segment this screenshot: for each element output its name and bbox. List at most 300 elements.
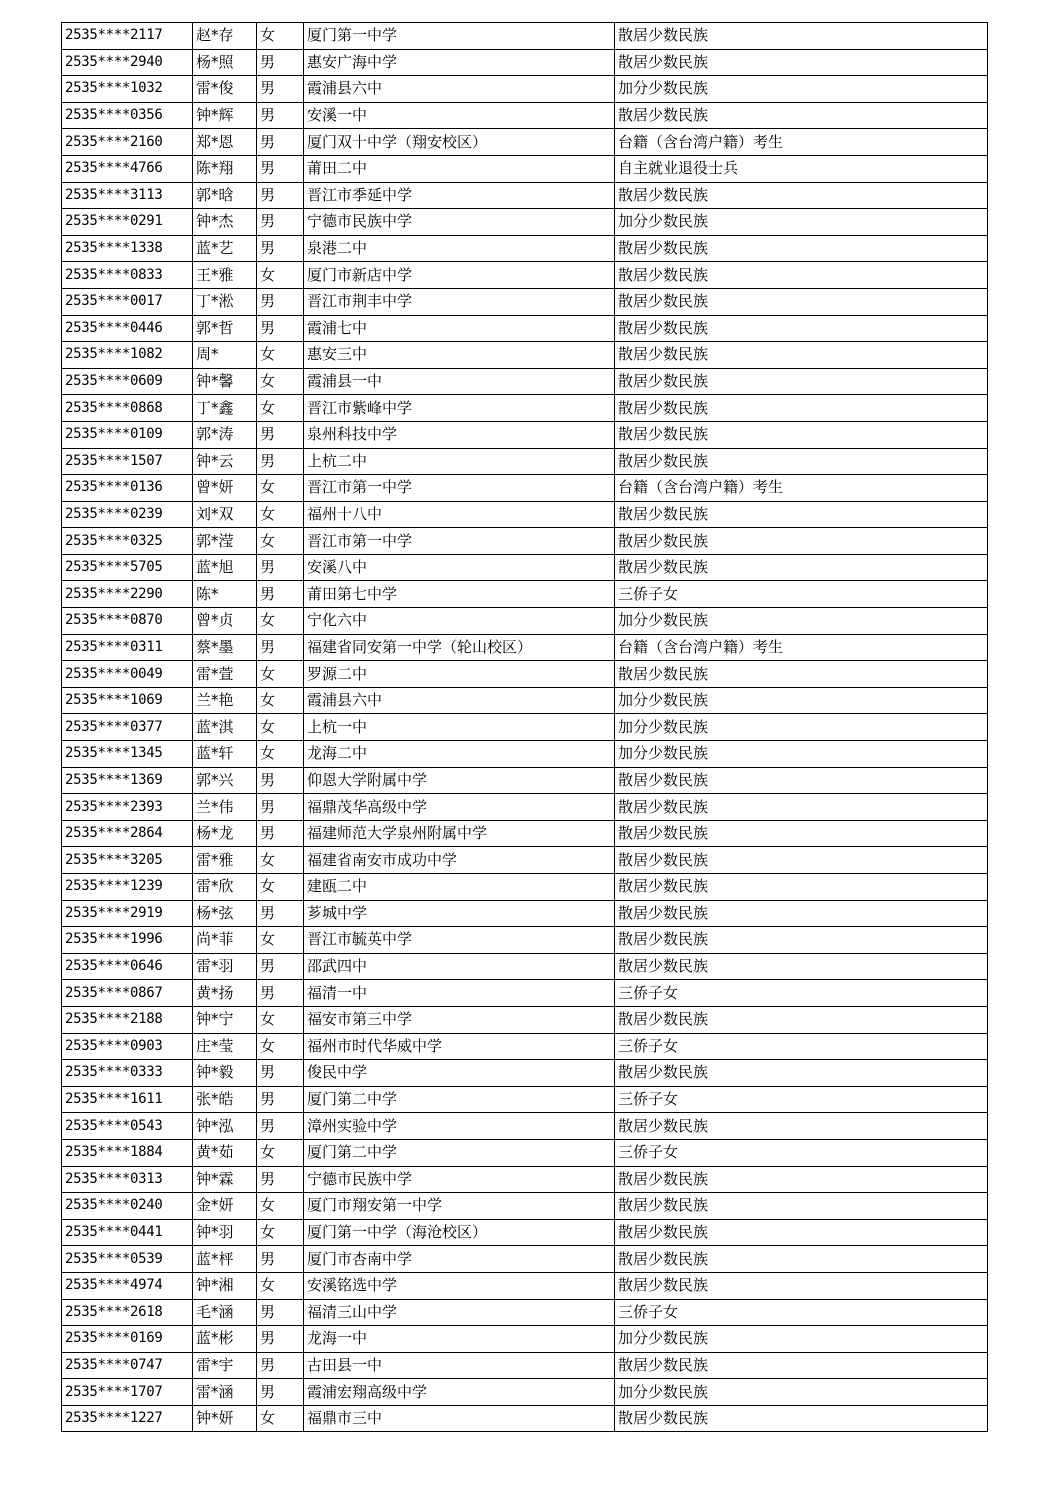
name-cell: 郭*涛	[193, 421, 257, 448]
name-cell: 黄*茹	[193, 1139, 257, 1166]
gender-cell: 男	[257, 235, 304, 262]
gender-cell: 男	[257, 980, 304, 1007]
candidate-id-cell: 2535****4766	[62, 155, 193, 182]
table-row	[62, 448, 988, 475]
candidate-id-cell: 2535****0903	[62, 1033, 193, 1060]
gender-cell: 女	[257, 1193, 304, 1220]
school-cell: 福鼎茂华高级中学	[304, 794, 615, 821]
school-cell: 晋江市荆丰中学	[304, 288, 615, 315]
category-cell: 加分少数民族	[615, 741, 988, 768]
name-cell: 雷*羽	[193, 953, 257, 980]
category-cell: 散居少数民族	[615, 448, 988, 475]
gender-cell: 男	[257, 767, 304, 794]
candidate-id-cell: 2535****0543	[62, 1113, 193, 1140]
table-row	[62, 1219, 988, 1246]
name-cell: 毛*涵	[193, 1299, 257, 1326]
table-row	[62, 820, 988, 847]
name-cell: 蓝*枰	[193, 1246, 257, 1273]
gender-cell: 男	[257, 953, 304, 980]
gender-cell: 男	[257, 448, 304, 475]
gender-cell: 男	[257, 794, 304, 821]
name-cell: 兰*艳	[193, 687, 257, 714]
name-cell: 雷*宇	[193, 1352, 257, 1379]
name-cell: 雷*俊	[193, 76, 257, 103]
category-cell: 散居少数民族	[615, 820, 988, 847]
table-row	[62, 262, 988, 289]
name-cell: 刘*双	[193, 501, 257, 528]
table-row	[62, 687, 988, 714]
category-cell: 散居少数民族	[615, 1006, 988, 1033]
table-row	[62, 1352, 988, 1379]
table-row	[62, 129, 988, 156]
category-cell: 加分少数民族	[615, 76, 988, 103]
name-cell: 郭*兴	[193, 767, 257, 794]
gender-cell: 男	[257, 634, 304, 661]
gender-cell: 男	[257, 1166, 304, 1193]
category-cell: 散居少数民族	[615, 288, 988, 315]
table-row	[62, 1166, 988, 1193]
name-cell: 钟*杰	[193, 209, 257, 236]
candidate-id-cell: 2535****0867	[62, 980, 193, 1007]
table-row	[62, 953, 988, 980]
category-cell: 散居少数民族	[615, 1272, 988, 1299]
candidate-id-cell: 2535****1707	[62, 1379, 193, 1406]
candidate-id-cell: 2535****2940	[62, 49, 193, 76]
school-cell: 福州市时代华威中学	[304, 1033, 615, 1060]
school-cell: 漳州实验中学	[304, 1113, 615, 1140]
table-row	[62, 182, 988, 209]
school-cell: 泉港二中	[304, 235, 615, 262]
table-row	[62, 900, 988, 927]
name-cell: 王*雅	[193, 262, 257, 289]
gender-cell: 男	[257, 315, 304, 342]
name-cell: 钟*霖	[193, 1166, 257, 1193]
gender-cell: 男	[257, 554, 304, 581]
category-cell: 散居少数民族	[615, 661, 988, 688]
gender-cell: 女	[257, 1405, 304, 1432]
school-cell: 福清一中	[304, 980, 615, 1007]
table-row	[62, 76, 988, 103]
gender-cell: 女	[257, 395, 304, 422]
candidate-id-cell: 2535****0333	[62, 1060, 193, 1087]
gender-cell: 男	[257, 581, 304, 608]
gender-cell: 男	[257, 182, 304, 209]
school-cell: 晋江市第一中学	[304, 475, 615, 502]
table-row	[62, 209, 988, 236]
gender-cell: 女	[257, 1219, 304, 1246]
candidate-id-cell: 2535****1338	[62, 235, 193, 262]
name-cell: 周*	[193, 342, 257, 369]
name-cell: 兰*伟	[193, 794, 257, 821]
category-cell: 散居少数民族	[615, 1405, 988, 1432]
gender-cell: 女	[257, 608, 304, 635]
gender-cell: 女	[257, 661, 304, 688]
table-row	[62, 421, 988, 448]
school-cell: 泉州科技中学	[304, 421, 615, 448]
gender-cell: 女	[257, 927, 304, 954]
gender-cell: 男	[257, 1352, 304, 1379]
table-row	[62, 1246, 988, 1273]
school-cell: 古田县一中	[304, 1352, 615, 1379]
category-cell: 台籍（含台湾户籍）考生	[615, 634, 988, 661]
candidate-id-cell: 2535****1369	[62, 767, 193, 794]
school-cell: 福清三山中学	[304, 1299, 615, 1326]
name-cell: 丁*淞	[193, 288, 257, 315]
candidate-id-cell: 2535****0136	[62, 475, 193, 502]
gender-cell: 女	[257, 1272, 304, 1299]
table-row	[62, 1006, 988, 1033]
gender-cell: 女	[257, 528, 304, 555]
name-cell: 钟*湘	[193, 1272, 257, 1299]
school-cell: 霞浦宏翔高级中学	[304, 1379, 615, 1406]
school-cell: 晋江市毓英中学	[304, 927, 615, 954]
school-cell: 霞浦县六中	[304, 76, 615, 103]
category-cell: 散居少数民族	[615, 794, 988, 821]
category-cell: 加分少数民族	[615, 687, 988, 714]
school-cell: 安溪铭选中学	[304, 1272, 615, 1299]
name-cell: 雷*萱	[193, 661, 257, 688]
category-cell: 三侨子女	[615, 1299, 988, 1326]
category-cell: 散居少数民族	[615, 1166, 988, 1193]
candidate-id-cell: 2535****0646	[62, 953, 193, 980]
candidate-id-cell: 2535****2188	[62, 1006, 193, 1033]
gender-cell: 女	[257, 1033, 304, 1060]
category-cell: 散居少数民族	[615, 501, 988, 528]
school-cell: 惠安三中	[304, 342, 615, 369]
category-cell: 散居少数民族	[615, 1352, 988, 1379]
gender-cell: 男	[257, 421, 304, 448]
category-cell: 散居少数民族	[615, 102, 988, 129]
gender-cell: 男	[257, 1326, 304, 1353]
name-cell: 钟*毅	[193, 1060, 257, 1087]
name-cell: 蓝*艺	[193, 235, 257, 262]
category-cell: 加分少数民族	[615, 608, 988, 635]
candidate-id-cell: 2535****2290	[62, 581, 193, 608]
school-cell: 晋江市季延中学	[304, 182, 615, 209]
name-cell: 黄*扬	[193, 980, 257, 1007]
name-cell: 郭*晗	[193, 182, 257, 209]
gender-cell: 男	[257, 900, 304, 927]
gender-cell: 男	[257, 1246, 304, 1273]
candidate-id-cell: 2535****2393	[62, 794, 193, 821]
name-cell: 金*妍	[193, 1193, 257, 1220]
gender-cell: 男	[257, 49, 304, 76]
gender-cell: 男	[257, 129, 304, 156]
gender-cell: 男	[257, 288, 304, 315]
gender-cell: 女	[257, 501, 304, 528]
table-row	[62, 342, 988, 369]
school-cell: 晋江市紫峰中学	[304, 395, 615, 422]
category-cell: 散居少数民族	[615, 528, 988, 555]
category-cell: 三侨子女	[615, 1033, 988, 1060]
table-row	[62, 528, 988, 555]
candidate-id-cell: 2535****2864	[62, 820, 193, 847]
category-cell: 散居少数民族	[615, 262, 988, 289]
gender-cell: 男	[257, 209, 304, 236]
category-cell: 三侨子女	[615, 1139, 988, 1166]
candidate-id-cell: 2535****5705	[62, 554, 193, 581]
table-row	[62, 395, 988, 422]
school-cell: 邵武四中	[304, 953, 615, 980]
school-cell: 宁化六中	[304, 608, 615, 635]
table-row	[62, 315, 988, 342]
table-row	[62, 714, 988, 741]
candidate-id-cell: 2535****0833	[62, 262, 193, 289]
gender-cell: 女	[257, 1139, 304, 1166]
table-row	[62, 608, 988, 635]
candidate-id-cell: 2535****1611	[62, 1086, 193, 1113]
school-cell: 福州十八中	[304, 501, 615, 528]
school-cell: 宁德市民族中学	[304, 1166, 615, 1193]
school-cell: 惠安广海中学	[304, 49, 615, 76]
table-row	[62, 102, 988, 129]
table-row	[62, 1033, 988, 1060]
gender-cell: 男	[257, 1113, 304, 1140]
gender-cell: 男	[257, 155, 304, 182]
category-cell: 散居少数民族	[615, 554, 988, 581]
gender-cell: 女	[257, 368, 304, 395]
name-cell: 蔡*墨	[193, 634, 257, 661]
name-cell: 尚*菲	[193, 927, 257, 954]
school-cell: 仰恩大学附属中学	[304, 767, 615, 794]
gender-cell: 女	[257, 262, 304, 289]
school-cell: 厦门市翔安第一中学	[304, 1193, 615, 1220]
category-cell: 散居少数民族	[615, 1193, 988, 1220]
category-cell: 散居少数民族	[615, 1113, 988, 1140]
gender-cell: 女	[257, 475, 304, 502]
table-row	[62, 1326, 988, 1353]
candidate-table	[61, 22, 988, 1432]
name-cell: 钟*辉	[193, 102, 257, 129]
school-cell: 安溪八中	[304, 554, 615, 581]
candidate-id-cell: 2535****0311	[62, 634, 193, 661]
table-row	[62, 1139, 988, 1166]
table-row	[62, 794, 988, 821]
candidate-id-cell: 2535****3113	[62, 182, 193, 209]
candidate-id-cell: 2535****0325	[62, 528, 193, 555]
category-cell: 散居少数民族	[615, 847, 988, 874]
category-cell: 散居少数民族	[615, 927, 988, 954]
candidate-id-cell: 2535****0377	[62, 714, 193, 741]
table-row	[62, 1113, 988, 1140]
candidate-id-cell: 2535****1069	[62, 687, 193, 714]
name-cell: 丁*鑫	[193, 395, 257, 422]
category-cell: 散居少数民族	[615, 900, 988, 927]
school-cell: 霞浦县一中	[304, 368, 615, 395]
gender-cell: 男	[257, 76, 304, 103]
name-cell: 钟*宁	[193, 1006, 257, 1033]
gender-cell: 女	[257, 874, 304, 901]
table-row	[62, 49, 988, 76]
category-cell: 三侨子女	[615, 1086, 988, 1113]
name-cell: 蓝*彬	[193, 1326, 257, 1353]
candidate-id-cell: 2535****0239	[62, 501, 193, 528]
table-row	[62, 874, 988, 901]
candidate-id-cell: 2535****1996	[62, 927, 193, 954]
school-cell: 厦门第二中学	[304, 1139, 615, 1166]
table-row	[62, 235, 988, 262]
name-cell: 郑*恩	[193, 129, 257, 156]
school-cell: 福安市第三中学	[304, 1006, 615, 1033]
gender-cell: 女	[257, 714, 304, 741]
school-cell: 厦门第二中学	[304, 1086, 615, 1113]
candidate-id-cell: 2535****2618	[62, 1299, 193, 1326]
category-cell: 散居少数民族	[615, 421, 988, 448]
school-cell: 福鼎市三中	[304, 1405, 615, 1432]
candidate-id-cell: 2535****2919	[62, 900, 193, 927]
candidate-id-cell: 2535****1239	[62, 874, 193, 901]
candidate-id-cell: 2535****0049	[62, 661, 193, 688]
candidate-id-cell: 2535****0441	[62, 1219, 193, 1246]
school-cell: 俊民中学	[304, 1060, 615, 1087]
table-row	[62, 554, 988, 581]
candidate-id-cell: 2535****0609	[62, 368, 193, 395]
category-cell: 散居少数民族	[615, 342, 988, 369]
candidate-id-cell: 2535****2117	[62, 23, 193, 50]
table-row	[62, 581, 988, 608]
table-row	[62, 1060, 988, 1087]
table-row	[62, 501, 988, 528]
candidate-list-sheet	[61, 22, 987, 1432]
name-cell: 杨*龙	[193, 820, 257, 847]
table-row	[62, 980, 988, 1007]
gender-cell: 男	[257, 1060, 304, 1087]
table-row	[62, 634, 988, 661]
category-cell: 散居少数民族	[615, 368, 988, 395]
school-cell: 晋江市第一中学	[304, 528, 615, 555]
school-cell: 龙海一中	[304, 1326, 615, 1353]
school-cell: 宁德市民族中学	[304, 209, 615, 236]
school-cell: 霞浦县六中	[304, 687, 615, 714]
school-cell: 厦门第一中学	[304, 23, 615, 50]
name-cell: 钟*馨	[193, 368, 257, 395]
category-cell: 散居少数民族	[615, 1219, 988, 1246]
name-cell: 蓝*淇	[193, 714, 257, 741]
category-cell: 散居少数民族	[615, 182, 988, 209]
school-cell: 厦门市新店中学	[304, 262, 615, 289]
name-cell: 庄*莹	[193, 1033, 257, 1060]
category-cell: 散居少数民族	[615, 1246, 988, 1273]
gender-cell: 女	[257, 741, 304, 768]
category-cell: 台籍（含台湾户籍）考生	[615, 475, 988, 502]
candidate-id-cell: 2535****0017	[62, 288, 193, 315]
candidate-id-cell: 2535****0747	[62, 1352, 193, 1379]
category-cell: 三侨子女	[615, 581, 988, 608]
name-cell: 蓝*旭	[193, 554, 257, 581]
category-cell: 自主就业退役士兵	[615, 155, 988, 182]
gender-cell: 男	[257, 102, 304, 129]
candidate-id-cell: 2535****0313	[62, 1166, 193, 1193]
candidate-id-cell: 2535****0109	[62, 421, 193, 448]
name-cell: 杨*弦	[193, 900, 257, 927]
table-row	[62, 741, 988, 768]
school-cell: 上杭一中	[304, 714, 615, 741]
gender-cell: 男	[257, 820, 304, 847]
category-cell: 加分少数民族	[615, 1326, 988, 1353]
school-cell: 莆田二中	[304, 155, 615, 182]
gender-cell: 男	[257, 1086, 304, 1113]
candidate-table-body	[62, 23, 988, 1432]
gender-cell: 男	[257, 1379, 304, 1406]
school-cell: 福建省同安第一中学（轮山校区）	[304, 634, 615, 661]
category-cell: 台籍（含台湾户籍）考生	[615, 129, 988, 156]
table-row	[62, 155, 988, 182]
category-cell: 散居少数民族	[615, 235, 988, 262]
school-cell: 芗城中学	[304, 900, 615, 927]
name-cell: 雷*雅	[193, 847, 257, 874]
category-cell: 散居少数民族	[615, 315, 988, 342]
candidate-id-cell: 2535****0356	[62, 102, 193, 129]
table-row	[62, 475, 988, 502]
candidate-id-cell: 2535****0446	[62, 315, 193, 342]
school-cell: 厦门双十中学（翔安校区）	[304, 129, 615, 156]
category-cell: 散居少数民族	[615, 1060, 988, 1087]
name-cell: 钟*羽	[193, 1219, 257, 1246]
name-cell: 郭*滢	[193, 528, 257, 555]
name-cell: 曾*妍	[193, 475, 257, 502]
gender-cell: 女	[257, 23, 304, 50]
candidate-id-cell: 2535****1032	[62, 76, 193, 103]
school-cell: 霞浦七中	[304, 315, 615, 342]
candidate-id-cell: 2535****1082	[62, 342, 193, 369]
candidate-id-cell: 2535****1345	[62, 741, 193, 768]
table-row	[62, 23, 988, 50]
name-cell: 蓝*轩	[193, 741, 257, 768]
name-cell: 钟*泓	[193, 1113, 257, 1140]
table-row	[62, 661, 988, 688]
table-row	[62, 927, 988, 954]
table-row	[62, 288, 988, 315]
candidate-id-cell: 2535****4974	[62, 1272, 193, 1299]
candidate-id-cell: 2535****0240	[62, 1193, 193, 1220]
name-cell: 陈*翔	[193, 155, 257, 182]
category-cell: 散居少数民族	[615, 49, 988, 76]
table-row	[62, 1272, 988, 1299]
candidate-id-cell: 2535****0169	[62, 1326, 193, 1353]
candidate-id-cell: 2535****1227	[62, 1405, 193, 1432]
school-cell: 建瓯二中	[304, 874, 615, 901]
candidate-id-cell: 2535****1884	[62, 1139, 193, 1166]
name-cell: 陈*	[193, 581, 257, 608]
category-cell: 散居少数民族	[615, 874, 988, 901]
table-row	[62, 1299, 988, 1326]
candidate-id-cell: 2535****0868	[62, 395, 193, 422]
table-row	[62, 1193, 988, 1220]
table-row	[62, 767, 988, 794]
category-cell: 加分少数民族	[615, 209, 988, 236]
table-row	[62, 1379, 988, 1406]
gender-cell: 女	[257, 687, 304, 714]
category-cell: 加分少数民族	[615, 714, 988, 741]
school-cell: 福建省南安市成功中学	[304, 847, 615, 874]
name-cell: 钟*云	[193, 448, 257, 475]
gender-cell: 男	[257, 1299, 304, 1326]
candidate-id-cell: 2535****2160	[62, 129, 193, 156]
school-cell: 罗源二中	[304, 661, 615, 688]
school-cell: 厦门第一中学（海沧校区）	[304, 1219, 615, 1246]
candidate-id-cell: 2535****0539	[62, 1246, 193, 1273]
category-cell: 散居少数民族	[615, 767, 988, 794]
name-cell: 赵*存	[193, 23, 257, 50]
category-cell: 三侨子女	[615, 980, 988, 1007]
name-cell: 雷*欣	[193, 874, 257, 901]
school-cell: 上杭二中	[304, 448, 615, 475]
gender-cell: 女	[257, 847, 304, 874]
name-cell: 张*皓	[193, 1086, 257, 1113]
school-cell: 厦门市杏南中学	[304, 1246, 615, 1273]
gender-cell: 女	[257, 1006, 304, 1033]
school-cell: 莆田第七中学	[304, 581, 615, 608]
